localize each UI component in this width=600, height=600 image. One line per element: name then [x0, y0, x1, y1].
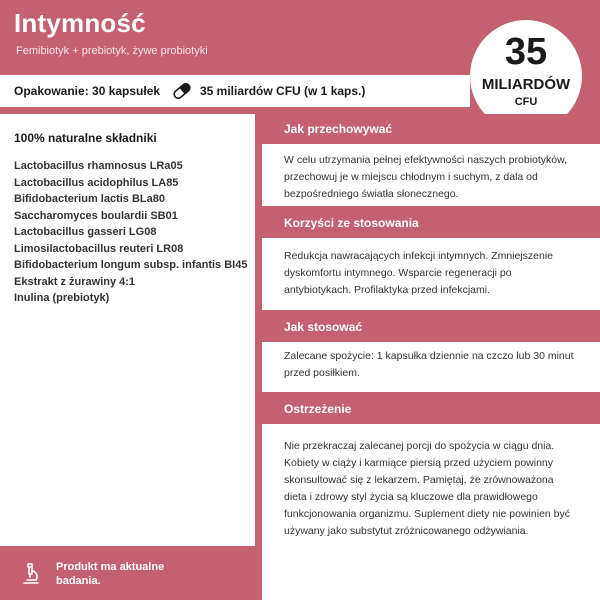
ingredient-item: Limosilactobacillus reuteri LR08	[14, 242, 184, 255]
usage-title: Jak stosować	[284, 320, 363, 334]
ingredient-item: Lactobacillus acidophilus LA85	[14, 176, 179, 189]
usage-text: Zalecane spożycie: 1 kapsułka dziennie na czczo lub 30 minut przed posiłkiem.	[284, 350, 574, 379]
ingredient-item: Bifidobacterium longum subsp. infantis BI45	[14, 259, 248, 271]
warning-text: Nie przekraczaj zalecanej porcji do spożycia w ciągu dnia. Kobiety w ciąży i karmiące piersią przed użyciem powinny skonsultować się z lekarzem. Pamiętaj, że zrównoważona dieta i zdrowy styl życia są kluczowe dla prawidłowego funkcjonowania organizmu. Suplement diety nie powinien być używany jako substytut zróżnicowanego odżywiania.	[284, 440, 571, 537]
info-bar	[0, 75, 470, 107]
research-note: Produkt ma aktualne badania.	[56, 561, 165, 587]
research-footer	[0, 548, 255, 600]
storage-panel	[262, 144, 600, 206]
microscope-icon	[20, 562, 42, 591]
storage-title: Jak przechowywać	[284, 122, 393, 136]
badge-cfu: CFU	[514, 96, 538, 108]
product-title: Intymność	[14, 8, 146, 38]
benefits-panel	[262, 238, 600, 310]
packaging-text: Opakowanie: 30 kapsułek	[14, 84, 161, 98]
product-subtitle: Femibiotyk + prebiotyk, żywe probiotyki	[16, 45, 208, 57]
ingredient-item: Saccharomyces boulardii SB01	[14, 209, 178, 222]
benefits-header	[262, 208, 600, 238]
badge-number: 35	[504, 31, 548, 73]
ingredient-item: Inulina (prebiotyk)	[14, 292, 110, 304]
warning-header	[262, 394, 600, 424]
warning-title: Ostrzeżenie	[284, 402, 352, 416]
ingredient-item: Lactobacillus gasseri LG08	[14, 226, 157, 238]
ingredient-item: Lactobacillus rhamnosus LRa05	[14, 160, 183, 172]
storage-text: W celu utrzymania pełnej efektywności naszych probiotyków, przechowuj je w miejscu chłodnym i suchym, z dala od bezpośredniego światła słonecznego.	[284, 154, 568, 200]
benefits-title: Korzyści ze stosowania	[284, 216, 419, 230]
cfu-text: 35 miliardów CFU (w 1 kaps.)	[200, 84, 366, 98]
ingredient-item: Ekstrakt z żurawiny 4:1	[14, 275, 136, 288]
badge-unit: MILIARDÓW	[481, 76, 571, 93]
benefits-text: Redukcja nawracających infekcji intymnych. Zmniejszenie dyskomfortu intymnego. Wsparcie regeneracji po antybiotykach. Profilaktyka przed infekcjami.	[284, 250, 554, 296]
warning-panel	[262, 424, 600, 600]
capsule-icon	[172, 82, 192, 103]
storage-header	[262, 114, 600, 144]
ingredients-panel	[0, 114, 255, 546]
ingredients-title: 100% naturalne składniki	[14, 131, 157, 145]
usage-header	[262, 312, 600, 342]
ingredients-list	[14, 158, 247, 307]
usage-panel	[262, 342, 600, 392]
ingredient-item: Bifidobacterium lactis BLa80	[14, 193, 165, 205]
